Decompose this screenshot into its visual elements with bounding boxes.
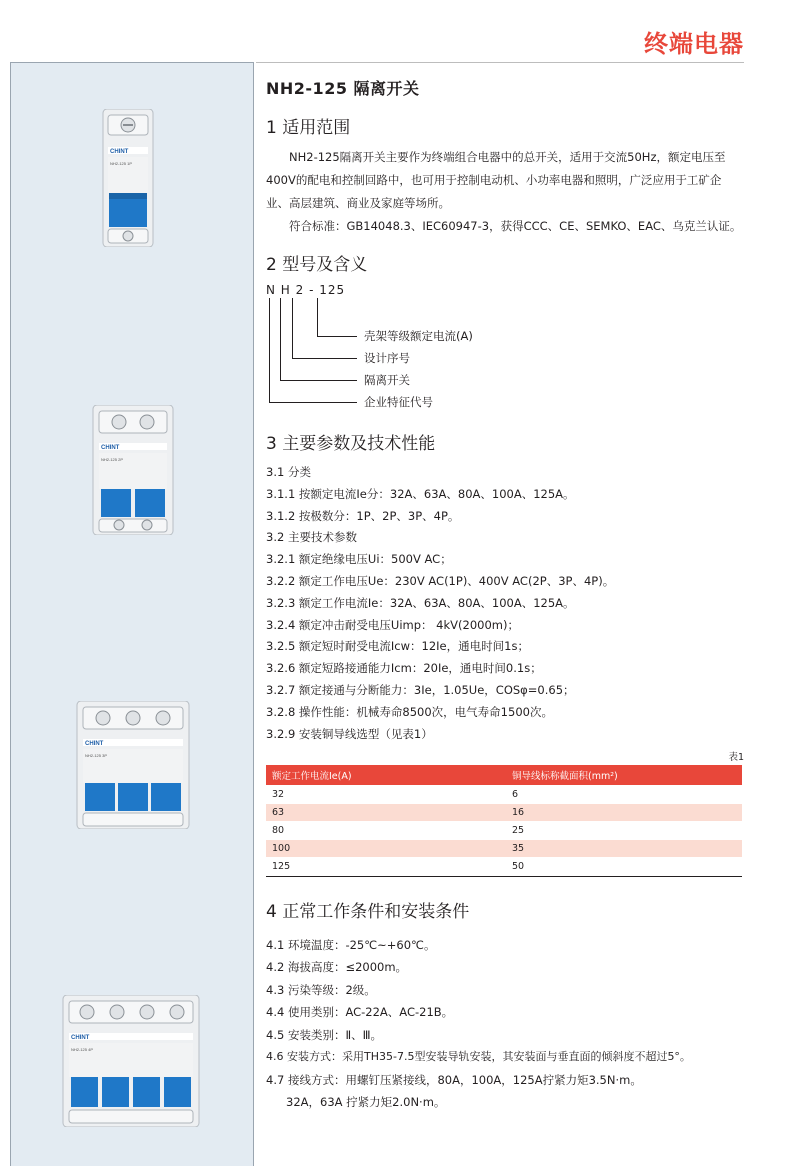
table-cell: 125	[266, 857, 506, 875]
list-item: 4.7 接线方式：用螺钉压紧接线，80A，100A，125A拧紧力矩3.5N·m。	[266, 1072, 642, 1087]
section-title: 终端电器	[644, 30, 744, 58]
list-item: 4.5 安装类别：Ⅱ、Ⅲ。	[266, 1027, 383, 1042]
parameter-list	[266, 462, 744, 745]
product-image-1p	[95, 109, 167, 247]
table-bottom-rule	[266, 876, 742, 877]
list-item: 4.3 污染等级：2级。	[266, 982, 376, 997]
table-cell: 32	[266, 785, 506, 803]
list-item: 3.2.8 操作性能：机械寿命8500次，电气寿命1500次。	[266, 704, 553, 719]
model-diagram	[266, 283, 744, 415]
product-image-4p	[61, 995, 201, 1127]
list-item: 3.2.3 额定工作电流Ie：32A、63A、80A、100A、125A。	[266, 595, 575, 610]
conditions-list	[266, 934, 744, 1114]
section-heading-scope: 1 适用范围	[266, 118, 351, 138]
model-code: N H 2 - 125	[266, 283, 346, 297]
list-item: 4.2 海拔高度：≤2000m。	[266, 960, 408, 975]
svg-text:NH2-125 2P: NH2-125 2P	[101, 457, 124, 462]
list-item: 3.2.5 额定短时耐受电流Icw：12Ie，通电时间1s；	[266, 639, 529, 654]
table-row	[266, 857, 742, 875]
model-label-rated-current: 壳架等级额定电流(A)	[364, 329, 473, 343]
list-item: 3.2.6 额定短路接通能力Icm：20Ie，通电时间0.1s；	[266, 661, 542, 676]
model-label-isolator: 隔离开关	[364, 373, 410, 387]
product-image-panel	[10, 62, 254, 1166]
section-heading-conditions: 4 正常工作条件和安装条件	[266, 901, 470, 922]
list-item: 3.2.7 额定接通与分断能力：3Ie，1.05Ue，COSφ=0.65；	[266, 682, 575, 697]
table-row	[266, 785, 742, 803]
document-title: NH2-125 隔离开关	[266, 79, 420, 98]
section-heading-model: 2 型号及含义	[266, 255, 368, 275]
svg-text:NH2-125 3P: NH2-125 3P	[85, 753, 108, 758]
list-item: 3.1.2 按极数分：1P、2P、3P、4P。	[266, 508, 460, 523]
product-image-2p	[89, 405, 181, 535]
header-divider	[256, 62, 744, 63]
table-cell: 35	[506, 839, 742, 857]
model-label-design-no: 设计序号	[364, 351, 410, 365]
list-item: 3.2.1 额定绝缘电压Ui：500V AC；	[266, 552, 452, 567]
list-item: 3.2.4 额定冲击耐受电压Uimp： 4kV(2000m)；	[266, 617, 519, 632]
svg-text:CHINT: CHINT	[85, 741, 104, 747]
list-item: 3.2.2 额定工作电压Ue：230V AC(1P)、400V AC(2P、3P、4P)。	[266, 573, 615, 588]
table-row	[266, 839, 742, 857]
column-header: 额定工作电流Ie(A)	[266, 765, 506, 785]
table-header-row	[266, 765, 742, 785]
section-heading-parameters: 3 主要参数及技术性能	[266, 434, 436, 454]
product-image-3p	[73, 701, 195, 829]
main-content	[266, 76, 744, 1114]
brand-logo: CHINT	[110, 149, 129, 155]
table-cell: 63	[266, 803, 506, 821]
wire-size-table	[266, 765, 742, 876]
table-cell: 100	[266, 839, 506, 857]
model-label-company-code: 企业特征代号	[364, 395, 433, 409]
svg-text:NH2-125 1P: NH2-125 1P	[110, 161, 133, 166]
list-item: 4.1 环境温度：-25℃~+60℃。	[266, 937, 436, 952]
table-caption: 表1	[728, 752, 744, 764]
table-cell: 80	[266, 821, 506, 839]
column-header: 铜导线标称截面积(mm²)	[506, 765, 742, 785]
svg-text:NH2-125 4P: NH2-125 4P	[71, 1047, 94, 1052]
list-item: 32A，63A 拧紧力矩2.0N·m。	[286, 1095, 446, 1110]
table-cell: 50	[506, 857, 742, 875]
table-cell: 16	[506, 803, 742, 821]
table-row	[266, 821, 742, 839]
table-cell: 25	[506, 821, 742, 839]
scope-paragraph: NH2-125隔离开关主要作为终端组合电器中的总开关，适用于交流50Hz，额定电压至400V的配电和控制回路中，也可用于控制电动机、小功率电器和照明，广泛应用于工矿企业、高层建筑、商业及家庭等场所。	[266, 150, 726, 210]
list-item: 4.4 使用类别：AC-22A、AC-21B。	[266, 1005, 454, 1020]
svg-text:CHINT: CHINT	[101, 445, 120, 451]
list-item: 3.1 分类	[266, 465, 311, 479]
table-row	[266, 803, 742, 821]
table-cell: 6	[506, 785, 742, 803]
list-item: 3.2 主要技术参数	[266, 530, 357, 545]
standards-paragraph: 符合标准：GB14048.3、IEC60947-3，获得CCC、CE、SEMKO、EAC、乌克兰认证。	[289, 219, 742, 233]
list-item: 4.6 安装方式：采用TH35-7.5型安装导轨安装，其安装面与垂直面的倾斜度不超过5°。	[266, 1050, 691, 1064]
list-item: 3.1.1 按额定电流Ie分：32A、63A、80A、100A、125A。	[266, 486, 575, 501]
svg-text:CHINT: CHINT	[71, 1035, 90, 1041]
list-item: 3.2.9 安装铜导线选型（见表1）	[266, 726, 433, 741]
